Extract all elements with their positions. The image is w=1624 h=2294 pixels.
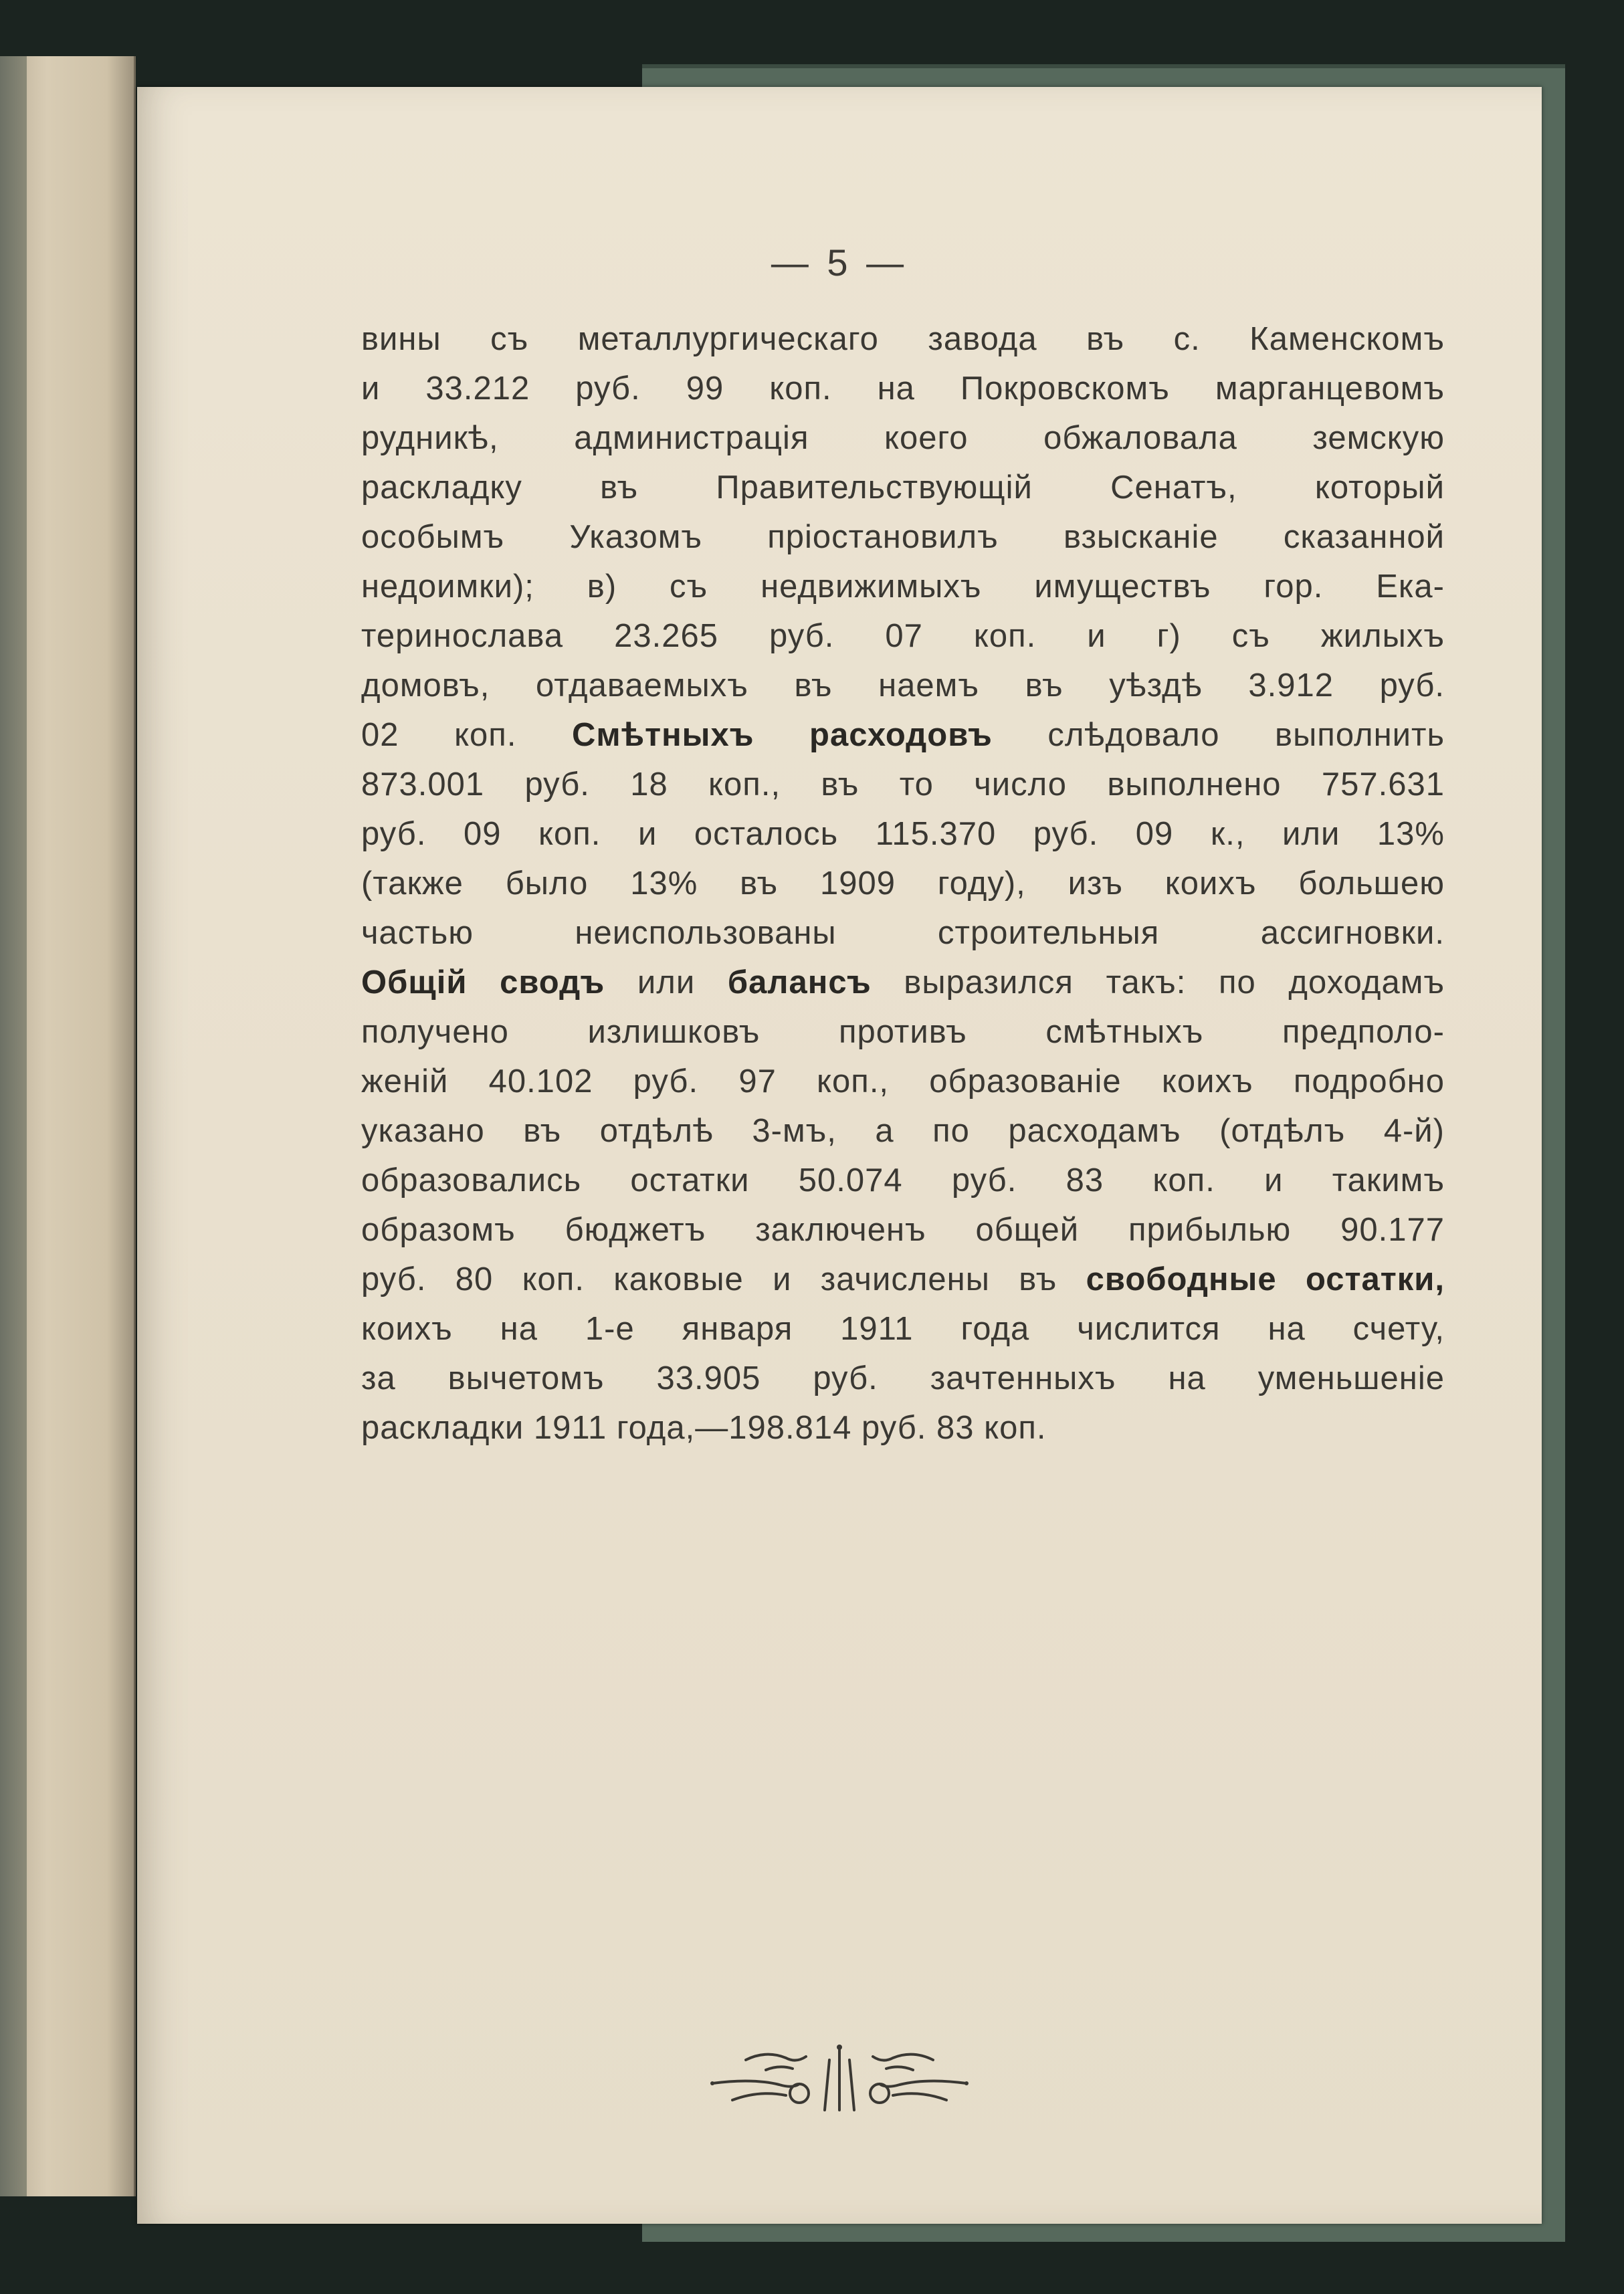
text-segment: рудникѣ, администрація коего обжаловала земскую: [361, 420, 1445, 456]
text-line: [361, 859, 1445, 908]
text-line: [361, 958, 1445, 1007]
text-segment: за вычетомъ 33.905 руб. зачтенныхъ на уменьшеніе: [361, 1360, 1445, 1396]
text-segment: особымъ Указомъ пріостановилъ взысканіе сказанной: [361, 519, 1445, 555]
text-line: [361, 611, 1445, 661]
bold-term: Смѣтныхъ расходовъ: [572, 717, 993, 753]
text-segment: получено излишковъ противъ смѣтныхъ предполо-: [361, 1014, 1445, 1050]
text-line: [361, 463, 1445, 512]
text-line: [361, 364, 1445, 413]
text-segment: образомъ бюджетъ заключенъ общей прибылью 90.177: [361, 1212, 1445, 1248]
bold-term: балансъ: [727, 964, 872, 1001]
facing-page-edge: [0, 56, 136, 2196]
text-segment: слѣдовало выполнить: [992, 717, 1445, 753]
text-line: [361, 1304, 1445, 1354]
text-line: [361, 1255, 1445, 1304]
text-line: [361, 1403, 1445, 1453]
text-line: [361, 413, 1445, 463]
text-segment: раскладку въ Правительствующій Сенатъ, который: [361, 470, 1445, 506]
text-line: [361, 512, 1445, 562]
bold-term: Общій сводъ: [361, 964, 605, 1001]
text-segment: частью неиспользованы строительныя ассигновки.: [361, 915, 1445, 951]
body-text: [361, 314, 1445, 1453]
text-segment: коихъ на 1-е января 1911 года числится на счету,: [361, 1311, 1445, 1347]
text-segment: (также было 13% въ 1909 году), изъ коихъ большею: [361, 865, 1445, 902]
page-number: — 5 —: [771, 241, 908, 284]
text-line: [361, 908, 1445, 958]
text-line: [361, 710, 1445, 760]
text-segment: указано въ отдѣлѣ 3-мъ, а по расходамъ (отдѣлъ 4-й): [361, 1113, 1445, 1149]
text-line: [361, 1156, 1445, 1205]
text-line: [361, 1007, 1445, 1057]
text-segment: домовъ, отдаваемыхъ въ наемъ въ уѣздѣ 3.912 руб.: [361, 667, 1445, 704]
text-segment: 02 коп.: [361, 717, 573, 753]
text-line: [361, 1354, 1445, 1403]
text-segment: руб. 80 коп. каковые и зачислены въ: [361, 1261, 1086, 1297]
text-line: [361, 1057, 1445, 1106]
text-segment: и 33.212 руб. 99 коп. на Покровскомъ марганцевомъ: [361, 371, 1445, 407]
text-line: [361, 661, 1445, 710]
text-segment: женій 40.102 руб. 97 коп., образованіе коихъ подробно: [361, 1063, 1445, 1100]
floral-vignette-icon: [692, 2037, 987, 2123]
book-page: [137, 87, 1542, 2224]
text-line: [361, 314, 1445, 364]
bold-term: свободные остатки,: [1086, 1261, 1445, 1297]
text-segment: руб. 09 коп. и осталось 115.370 руб. 09 к., или 13%: [361, 816, 1445, 852]
text-line: [361, 562, 1445, 611]
text-segment: выразился такъ: по доходамъ: [871, 964, 1445, 1001]
text-segment: или: [605, 964, 728, 1001]
text-line: [361, 809, 1445, 859]
text-segment: вины съ металлургическаго завода въ с. Каменскомъ: [361, 321, 1445, 357]
text-segment: теринослава 23.265 руб. 07 коп. и г) съ жилыхъ: [361, 618, 1445, 654]
text-line: [361, 760, 1445, 809]
text-segment: раскладки 1911 года,—198.814 руб. 83 коп.: [361, 1410, 1047, 1446]
text-line: [361, 1205, 1445, 1255]
text-segment: образовались остатки 50.074 руб. 83 коп. и такимъ: [361, 1162, 1445, 1198]
text-segment: недоимки); в) съ недвижимыхъ имуществъ гор. Ека-: [361, 568, 1445, 605]
text-line: [361, 1106, 1445, 1156]
text-segment: 873.001 руб. 18 коп., въ то число выполнено 757.631: [361, 766, 1445, 803]
